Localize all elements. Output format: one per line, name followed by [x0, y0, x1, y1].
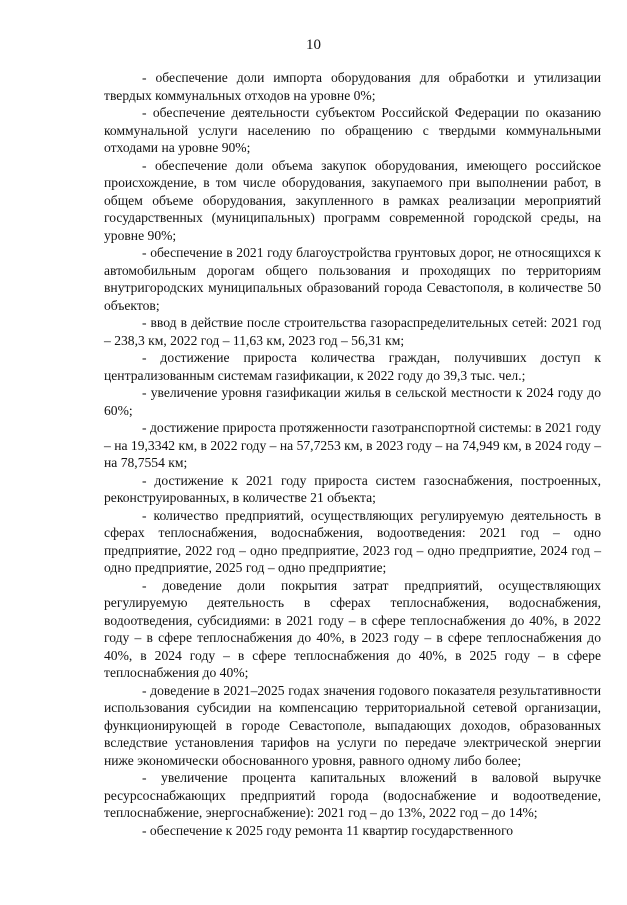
paragraph-regulated-enterprises-count: - количество предприятий, осуществляющих регулируемую деятельность в сферах теплоснабжения, водоснабжения, водоотведения: 2021 год – одно предприятие, 2022 год – одно предприятие, 2023 год – одно предприятие, 2024 год – одно предприятие, 2025 год – одно предприятие; — [104, 507, 601, 575]
paragraph-rural-gasification-level: - увеличение уровня газификации жилья в сельской местности к 2024 году до 60%; — [104, 385, 601, 418]
paragraph-cost-coverage-subsidies: - доведение доли покрытия затрат предприятий, осуществляющих регулируемую деятельность в сферах теплоснабжения, водоснабжения, водоотведения, субсидиями: в 2021 году – в сфере теплоснабжения до 40%, в 2022 году – в сфере теплоснабжения до 40%, в 2023 году – в сфере теплоснабжения до 40%, в 2024 году – в сфере теплоснабжения до 40%, в 2025 году – в сфере теплоснабжения до 40%; — [104, 577, 601, 680]
paragraph-gas-transport-length: - достижение прироста протяженности газотранспортной системы: в 2021 году – на 19,3342 км, в 2022 году – на 57,7253 км, в 2023 году – на 74,949 км, в 2024 году – на 78,7554 км; — [104, 420, 601, 470]
paragraph-capital-investment-share: - увеличение процента капитальных вложений в валовой выручке ресурсоснабжающих предприятий города (водоснабжение и водоотведение, теплоснабжение, энергоснабжение): 2021 год – до 13%, 2022 год – до 14%; — [104, 770, 601, 820]
paragraph-grid-subsidy-effectiveness: - доведение в 2021–2025 годах значения годового показателя результативности использования субсидии на компенсацию территориальной сетевой организации, функционирующей в городе Севастополе, выпадающих доходов, образованных вследствие установления тарифов на услуги по передаче электрической энергии ниже экономически обоснованного уровня, равного одному либо более; — [104, 682, 601, 768]
paragraph-gasification-access-growth: - достижение прироста количества граждан, получивших доступ к централизованным системам газификации, к 2022 году до 39,3 тыс. чел.; — [104, 350, 601, 383]
paragraph-apartment-repair: - обеспечение к 2025 году ремонта 11 квартир государственного — [142, 822, 514, 838]
paragraph-gas-network-commissioning: - ввод в действие после строительства газораспределительных сетей: 2021 год – 238,3 км, 2022 год – 11,63 км, 2023 год – 56,31 км; — [104, 315, 601, 348]
document-body — [104, 69, 601, 839]
page-number: 10 — [306, 37, 321, 53]
paragraph-tko-import-share: - обеспечение доли импорта оборудования для обработки и утилизации твердых коммунальных отходов на уровне 0%; — [104, 70, 601, 103]
paragraph-tko-service-coverage: - обеспечение деятельности субъектом Российской Федерации по оказанию коммунальной услуги населению по обращению с твердыми коммунальными отходами на уровне 90%; — [104, 105, 601, 155]
paragraph-gas-supply-systems: - достижение к 2021 году прироста систем газоснабжения, построенных, реконструированных, в количестве 21 объекта; — [104, 472, 601, 505]
paragraph-russian-equipment-share: - обеспечение доли объема закупок оборудования, имеющего российское происхождение, в том числе оборудования, закупаемого при выполнении работ, в общем объеме оборудования, закупленного в рамках реализации мероприятий государственных (муниципальных) программ современной городской среды, на уровне 90%; — [104, 157, 601, 243]
paragraph-dirt-roads-improvement: - обеспечение в 2021 году благоустройства грунтовых дорог, не относящихся к автомобильным дорогам общего пользования и проходящих по территориям внутригородских муниципальных образований города Севастополя, в количестве 50 объектов; — [104, 245, 601, 313]
